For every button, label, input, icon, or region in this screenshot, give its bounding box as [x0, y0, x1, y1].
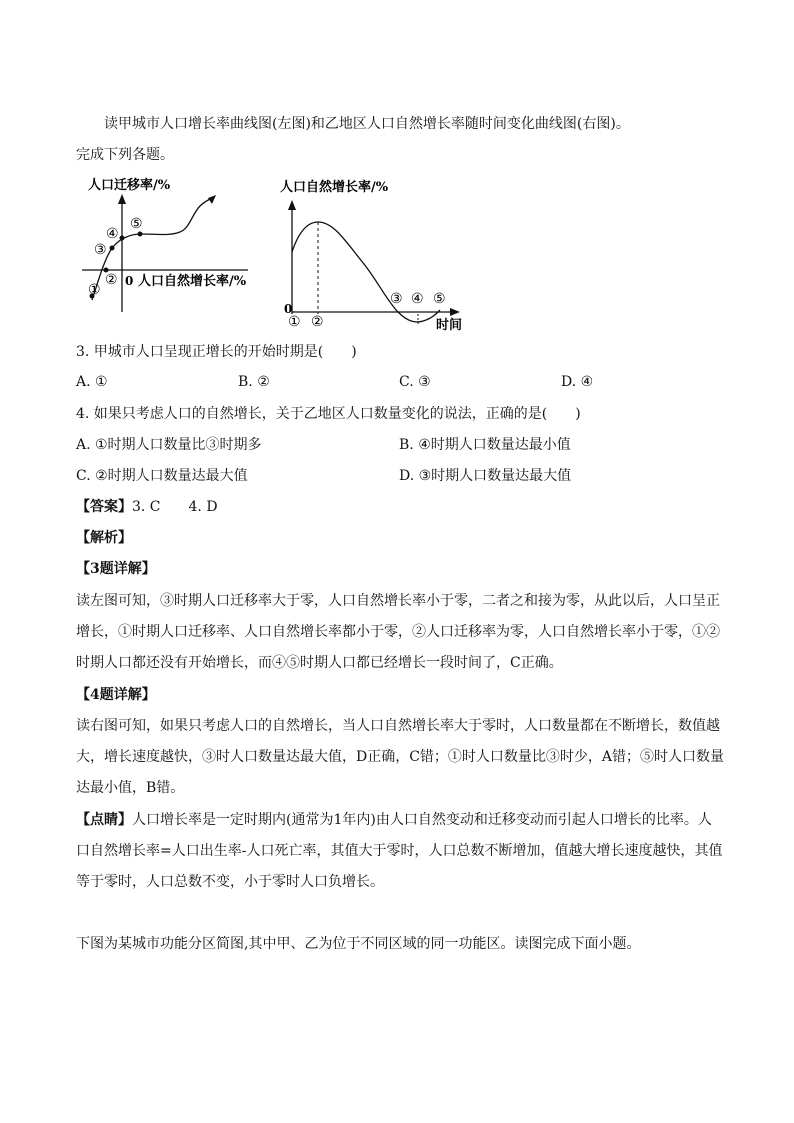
right-chart-marker-3: ③ — [390, 291, 403, 307]
left-chart-point-3 — [110, 246, 115, 251]
next-intro: 下图为某城市功能分区简图,其中甲、乙为位于不同区域的同一功能区。读图完成下面小题。 — [76, 936, 641, 952]
right-chart-xlabel: 时间 — [436, 318, 463, 333]
left-chart-marker-2: ② — [105, 272, 118, 288]
left-chart-point-5 — [138, 232, 143, 237]
q4-option-c: C. ②时期人口数量达最大值 — [76, 468, 248, 484]
right-chart — [280, 172, 470, 334]
detail3-label: 【3题详解】 — [76, 561, 156, 577]
intro-line-2: 完成下列各题。 — [76, 147, 174, 163]
q4-stem: 4. 如果只考虑人口的自然增长，关于乙地区人口数量变化的说法，正确的是( ) — [76, 406, 581, 422]
right-chart-marker-5: ⑤ — [433, 291, 446, 307]
answer-text: 3. C 4. D — [132, 499, 218, 515]
left-chart-point-4 — [120, 236, 125, 241]
left-chart-y-arrow — [118, 194, 126, 204]
right-chart-marker-4: ④ — [411, 291, 424, 307]
left-chart-curve-arrow — [208, 195, 216, 204]
detail3-line-3: 时期人口都还没有开始增长，而④⑤时期人口都已经增长一段时间了，C正确。 — [76, 655, 563, 671]
detail3-line-2: 增长，①时期人口迁移率、人口自然增长率都小于零，②人口迁移率为零，人口自然增长率小于零，①② — [76, 624, 720, 640]
q3-option-d: D. ④ — [561, 374, 594, 390]
right-chart-origin: 0 — [284, 302, 293, 316]
left-chart-marker-3: ③ — [94, 242, 107, 258]
answer-line — [76, 497, 218, 517]
detail4-line-1: 读右图可知，如果只考虑人口的自然增长，当人口自然增长率大于零时，人口数量都在不断增长，数值越 — [76, 718, 720, 734]
detail3-line-1: 读左图可知，③时期人口迁移率大于零，人口自然增长率小于零，二者之和接为零，从此以后，人口呈正 — [76, 593, 720, 609]
right-chart-marker-2: ② — [311, 314, 324, 330]
right-chart-y-arrow — [288, 200, 296, 210]
left-chart-marker-1: ① — [88, 282, 101, 298]
analysis-label: 【解析】 — [76, 530, 132, 546]
detail4-line-2: 大，增长速度越快，③时人口数量达最大值，D正确，C错；①时人口数量比③时少，A错；⑤时人口数量 — [76, 749, 725, 765]
tip-label: 【点睛】 — [76, 812, 132, 828]
tip-text-1: 人口增长率是一定时期内(通常为1年内)由人口自然变动和迁移变动而引起人口增长的比率。人 — [132, 812, 712, 828]
left-chart-origin: 0 — [125, 274, 134, 288]
left-chart-xlabel: 人口自然增长率/% — [138, 274, 247, 289]
q3-stem: 3. 甲城市人口呈现正增长的开始时期是( ) — [76, 344, 357, 360]
tip-line-3: 等于零时，人口总数不变，小于零时人口负增长。 — [76, 874, 384, 890]
q3-option-a: A. ① — [76, 374, 108, 390]
q3-option-c: C. ③ — [399, 374, 431, 390]
detail4-label: 【4题详解】 — [76, 687, 156, 703]
q4-option-d: D. ③时期人口数量达最大值 — [399, 468, 572, 484]
tip-line-1 — [76, 810, 712, 830]
left-chart-ylabel: 人口迁移率/% — [88, 178, 171, 193]
detail4-line-3: 达最小值，B错。 — [76, 780, 185, 796]
left-chart-marker-5: ⑤ — [130, 216, 143, 232]
right-chart-ylabel: 人口自然增长率/% — [280, 180, 389, 195]
right-chart-marker-1: ① — [288, 314, 301, 330]
right-chart-x-arrow — [450, 308, 460, 316]
left-chart-marker-4: ④ — [106, 226, 119, 242]
tip-line-2: 口自然增长率=人口出生率-人口死亡率，其值大于零时，人口总数不断增加，值越大增长速度越快，其值 — [76, 843, 723, 859]
q4-option-a: A. ①时期人口数量比③时期多 — [76, 437, 262, 453]
left-chart — [78, 172, 268, 322]
intro-line-1: 读甲城市人口增长率曲线图(左图)和乙地区人口自然增长率随时间变化曲线图(右图)。 — [104, 116, 630, 132]
answer-label: 【答案】 — [76, 499, 132, 515]
q3-option-b: B. ② — [238, 374, 270, 390]
q4-option-b: B. ④时期人口数量达最小值 — [399, 437, 571, 453]
